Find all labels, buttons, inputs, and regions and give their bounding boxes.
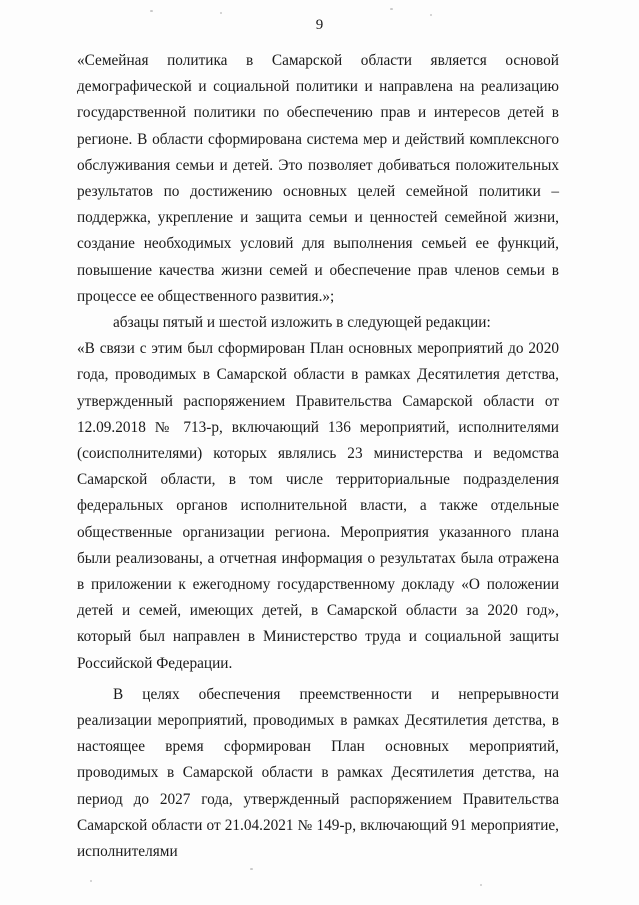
scan-speck [390, 8, 393, 10]
paragraph-plan-2020-quote: «В связи с этим был сформирован План основных мероприятий до 2020 года, проводимых в Самарской области в рамках Десятилетия детства, утвержденный распоряжением Правительства Самарской области от 12.09.2018 № 713-р, включающий 136 мероприятий, исполнителями (соисполнителями) которых являлись 23 министерства и ведомства Самарской области, в том числе территориальные подразделения федеральных органов исполнительной власти, а также отдельные общественные организации региона. Мероприятия указанного плана были реализованы, а отчетная информация о результатах была отражена в приложении к ежегодному государственному докладу «О положении детей и семей, имеющих детей, в Самарской области за 2020 год», который был направлен в Министерство труда и социальной защиты Российской Федерации. [77, 340, 559, 672]
scan-speck [220, 12, 222, 14]
scan-speck [90, 880, 92, 882]
body-text [77, 48, 559, 865]
paragraph-plan-2027: В целях обеспечения преемственности и непрерывности реализации мероприятий, проводимых в рамках Десятилетия детства, в настоящее время сформирован План основных мероприятий, проводимых в Самарской области в рамках Десятилетия детства, на период до 2027 года, утвержденный распоряжением Правительства Самарской области от 21.04.2021 № 149-р, включающий 91 мероприятие, исполнителями [77, 685, 559, 861]
scan-speck [430, 14, 432, 16]
scan-speck [250, 868, 253, 870]
scan-speck [480, 884, 482, 886]
paragraph-instruction: абзацы пятый и шестой изложить в следующей редакции: [113, 314, 491, 332]
page-number: 9 [315, 17, 324, 33]
scan-speck [150, 10, 153, 12]
paragraph-family-policy-quote: «Семейная политика в Самарской области является основой демографической и социальной политики и направлена на реализацию государственной политики по обеспечению прав и интересов детей в регионе. В области сформирована система мер и действий комплексного обслуживания семьи и детей. Это позволяет добиваться положительных результатов по достижению основных целей семейной политики – поддержка, укрепление и защита семьи и ценностей семейной жизни, создание необходимых условий для выполнения семьей ее функций, повышение качества жизни семей и обеспечение прав членов семьи в процессе ее общественного развития.»; [77, 52, 559, 305]
